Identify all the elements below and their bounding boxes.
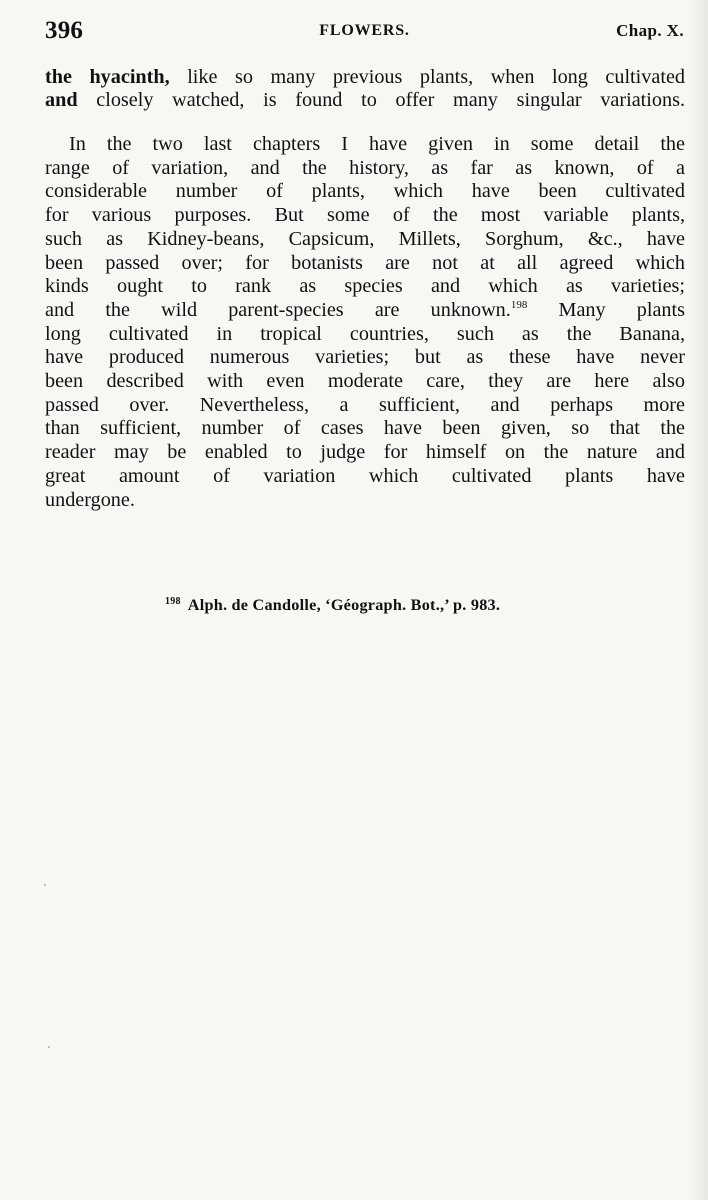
scan-speck — [44, 884, 46, 886]
paragraph-line: great amount of variation which cultivated plants have — [45, 464, 685, 487]
paragraph-line — [45, 66, 685, 89]
paragraph-line: undergone. — [45, 488, 135, 511]
bold-line-start: and — [45, 89, 78, 112]
page-header — [45, 17, 684, 45]
paragraph-line: than sufficient, number of cases have been given, so that the — [45, 417, 685, 440]
line-text: Many plants — [527, 298, 685, 321]
paragraph-line: have produced numerous varieties; but as these have never — [45, 346, 685, 369]
line-text: like so many previous plants, when long cultivated — [169, 66, 685, 88]
footnote — [165, 596, 500, 615]
paragraph-line: kinds ought to rank as species and which as varieties; — [45, 275, 685, 298]
paragraph-line: such as Kidney-beans, Capsicum, Millets, Sorghum, &c., have — [45, 227, 685, 250]
line-text: and the wild parent-species are unknown. — [45, 298, 511, 321]
scan-speck — [48, 1046, 50, 1048]
paragraph-line: considerable number of plants, which have been cultivated — [45, 180, 685, 203]
paragraph-line: passed over. Nevertheless, a sufficient, and perhaps more — [45, 393, 685, 416]
paragraph-line: long cultivated in tropical countries, such as the Banana, — [45, 322, 685, 345]
paragraph-line — [45, 89, 685, 112]
paragraph-line-with-footnote — [45, 299, 685, 323]
line-text: closely watched, is found to offer many singular variations. — [77, 89, 685, 112]
paragraph-line: In the two last chapters I have given in some detail the — [69, 133, 685, 155]
running-title: FLOWERS. — [319, 22, 410, 39]
chapter-label: Chap. X. — [616, 21, 684, 40]
bold-line-start: the hyacinth, — [45, 66, 170, 88]
paragraph-line: been described with even moderate care, they are here also — [45, 370, 685, 393]
main-paragraph — [45, 133, 685, 512]
paragraph-line: been passed over; for botanists are not at all agreed which — [45, 251, 685, 274]
continued-paragraph — [45, 66, 685, 112]
paragraph-line: for various purposes. But some of the most variable plants, — [45, 204, 685, 227]
page-number: 396 — [45, 17, 84, 44]
footnote-marker: 198 — [165, 596, 181, 607]
footnote-reference[interactable]: 198 — [510, 298, 528, 311]
paragraph-line: reader may be enabled to judge for himself on the nature and — [45, 441, 685, 464]
footnote-text: Alph. de Candolle, ‘Géograph. Bot.,’ p. 983. — [187, 596, 501, 614]
paragraph-line: range of variation, and the history, as far as known, of a — [45, 156, 685, 179]
page-edge-shadow — [688, 0, 708, 1200]
